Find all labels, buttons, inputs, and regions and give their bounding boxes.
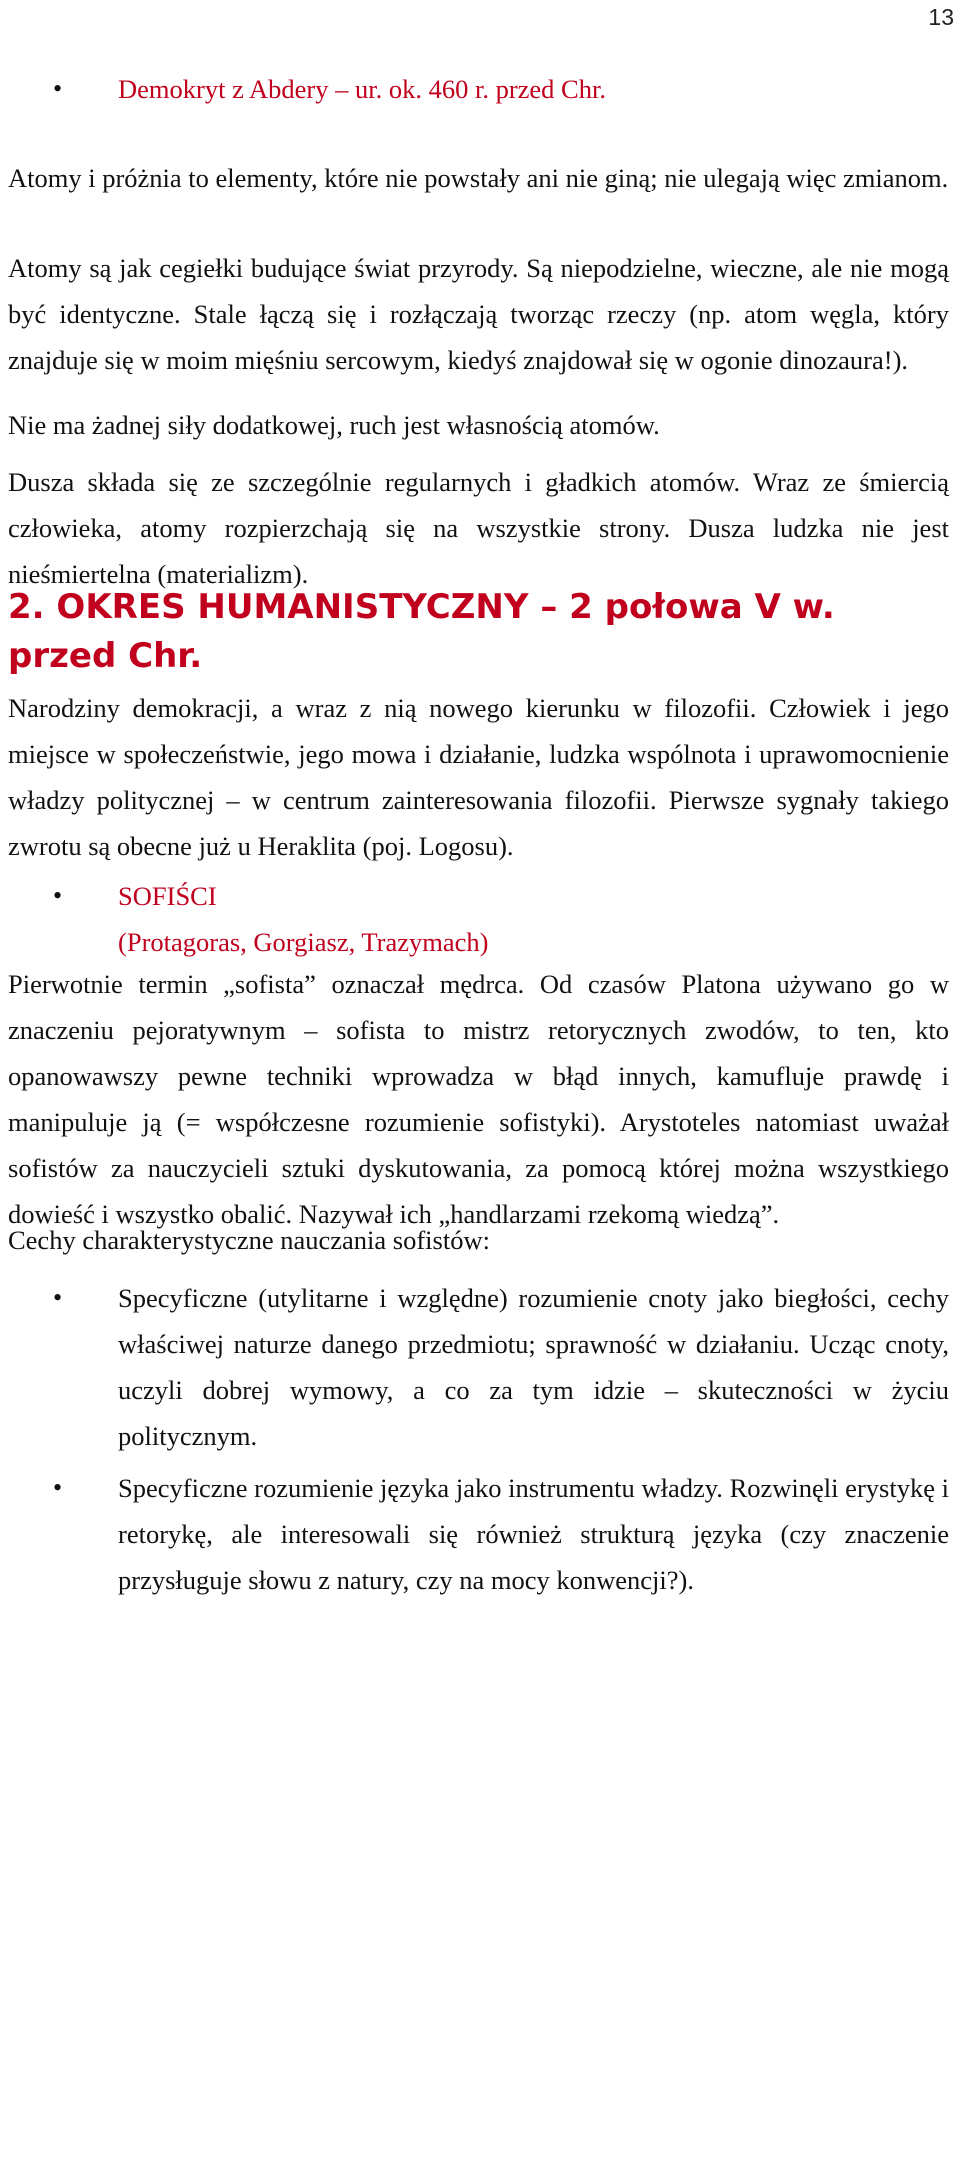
sophists-bullet	[0, 873, 949, 965]
feature-text: Specyficzne rozumienie języka jako instrumentu władzy. Rozwinęli erystykę i retorykę, ale interesowali się również strukturą języka (czy znaczenie przysługuje słowu z natury, czy na mocy konwencji?).	[118, 1473, 949, 1595]
page-number: 13	[928, 4, 954, 30]
section-heading: 2. OKRES HUMANISTYCZNY – 2 połowa V w. przed Chr.	[8, 587, 835, 676]
democritus-paragraph-4: Dusza składa się ze szczególnie regularnych i gładkich atomów. Wraz ze śmiercią człowieka, atomy rozpierzchają się na wszystkie strony. Dusza ludzka nie jest nieśmiertelna (materializm).	[8, 467, 949, 589]
features-intro: Cechy charakterystyczne nauczania sofistów:	[8, 1225, 490, 1255]
bullet-icon: •	[53, 1473, 63, 1502]
feature-item-2	[0, 1465, 949, 1603]
bullet-icon: •	[53, 881, 63, 910]
democritus-paragraph-2: Atomy są jak cegiełki budujące świat przyrody. Są niepodzielne, wieczne, ale nie mogą być identyczne. Stale łączą się i rozłączają tworząc rzeczy (np. atom węgla, który znajduje się w moim mięśniu sercowym, kiedyś znajdował się w ogonie dinozaura!).	[8, 253, 949, 375]
democritus-bullet	[0, 66, 949, 112]
bullet-icon: •	[53, 1283, 63, 1312]
democritus-paragraph-3: Nie ma żadnej siły dodatkowej, ruch jest własnością atomów.	[8, 410, 660, 440]
feature-text: Specyficzne (utylitarne i względne) rozumienie cnoty jako biegłości, cechy właściwej naturze danego przedmiotu; sprawność w działaniu. Ucząc cnoty, uczyli dobrej wymowy, a co za tym idzie – skuteczności w życiu politycznym.	[118, 1283, 949, 1451]
bullet-icon: •	[53, 74, 63, 103]
sophists-title: SOFIŚCI	[118, 881, 217, 911]
sophists-subtitle: (Protagoras, Gorgiasz, Trazymach)	[118, 927, 489, 957]
sophists-paragraph: Pierwotnie termin „sofista” oznaczał mędrca. Od czasów Platona używano go w znaczeniu pejoratywnym – sofista to mistrz retorycznych zwodów, to ten, kto opanowawszy pewne techniki wprowadza w błąd innych, kamufluje prawdę i manipuluje ją (= współczesne rozumienie sofistyki). Arystoteles natomiast uważał sofistów za nauczycieli sztuki dyskutowania, za pomocą której można wszystkiego dowieść i wszystko obalić. Nazywał ich „handlarzami rzekomą wiedzą”.	[8, 969, 949, 1229]
democritus-paragraph-1: Atomy i próżnia to elementy, które nie powstały ani nie giną; nie ulegają więc zmianom.	[8, 163, 949, 193]
feature-item-1	[0, 1275, 949, 1459]
section2-paragraph: Narodziny demokracji, a wraz z nią nowego kierunku w filozofii. Człowiek i jego miejsce w społeczeństwie, jego mowa i działanie, ludzka wspólnota i uprawomocnienie władzy politycznej – w centrum zainteresowania filozofii. Pierwsze sygnały takiego zwrotu są obecne już u Heraklita (poj. Logosu).	[8, 693, 949, 861]
democritus-title: Demokryt z Abdery – ur. ok. 460 r. przed Chr.	[118, 74, 606, 104]
